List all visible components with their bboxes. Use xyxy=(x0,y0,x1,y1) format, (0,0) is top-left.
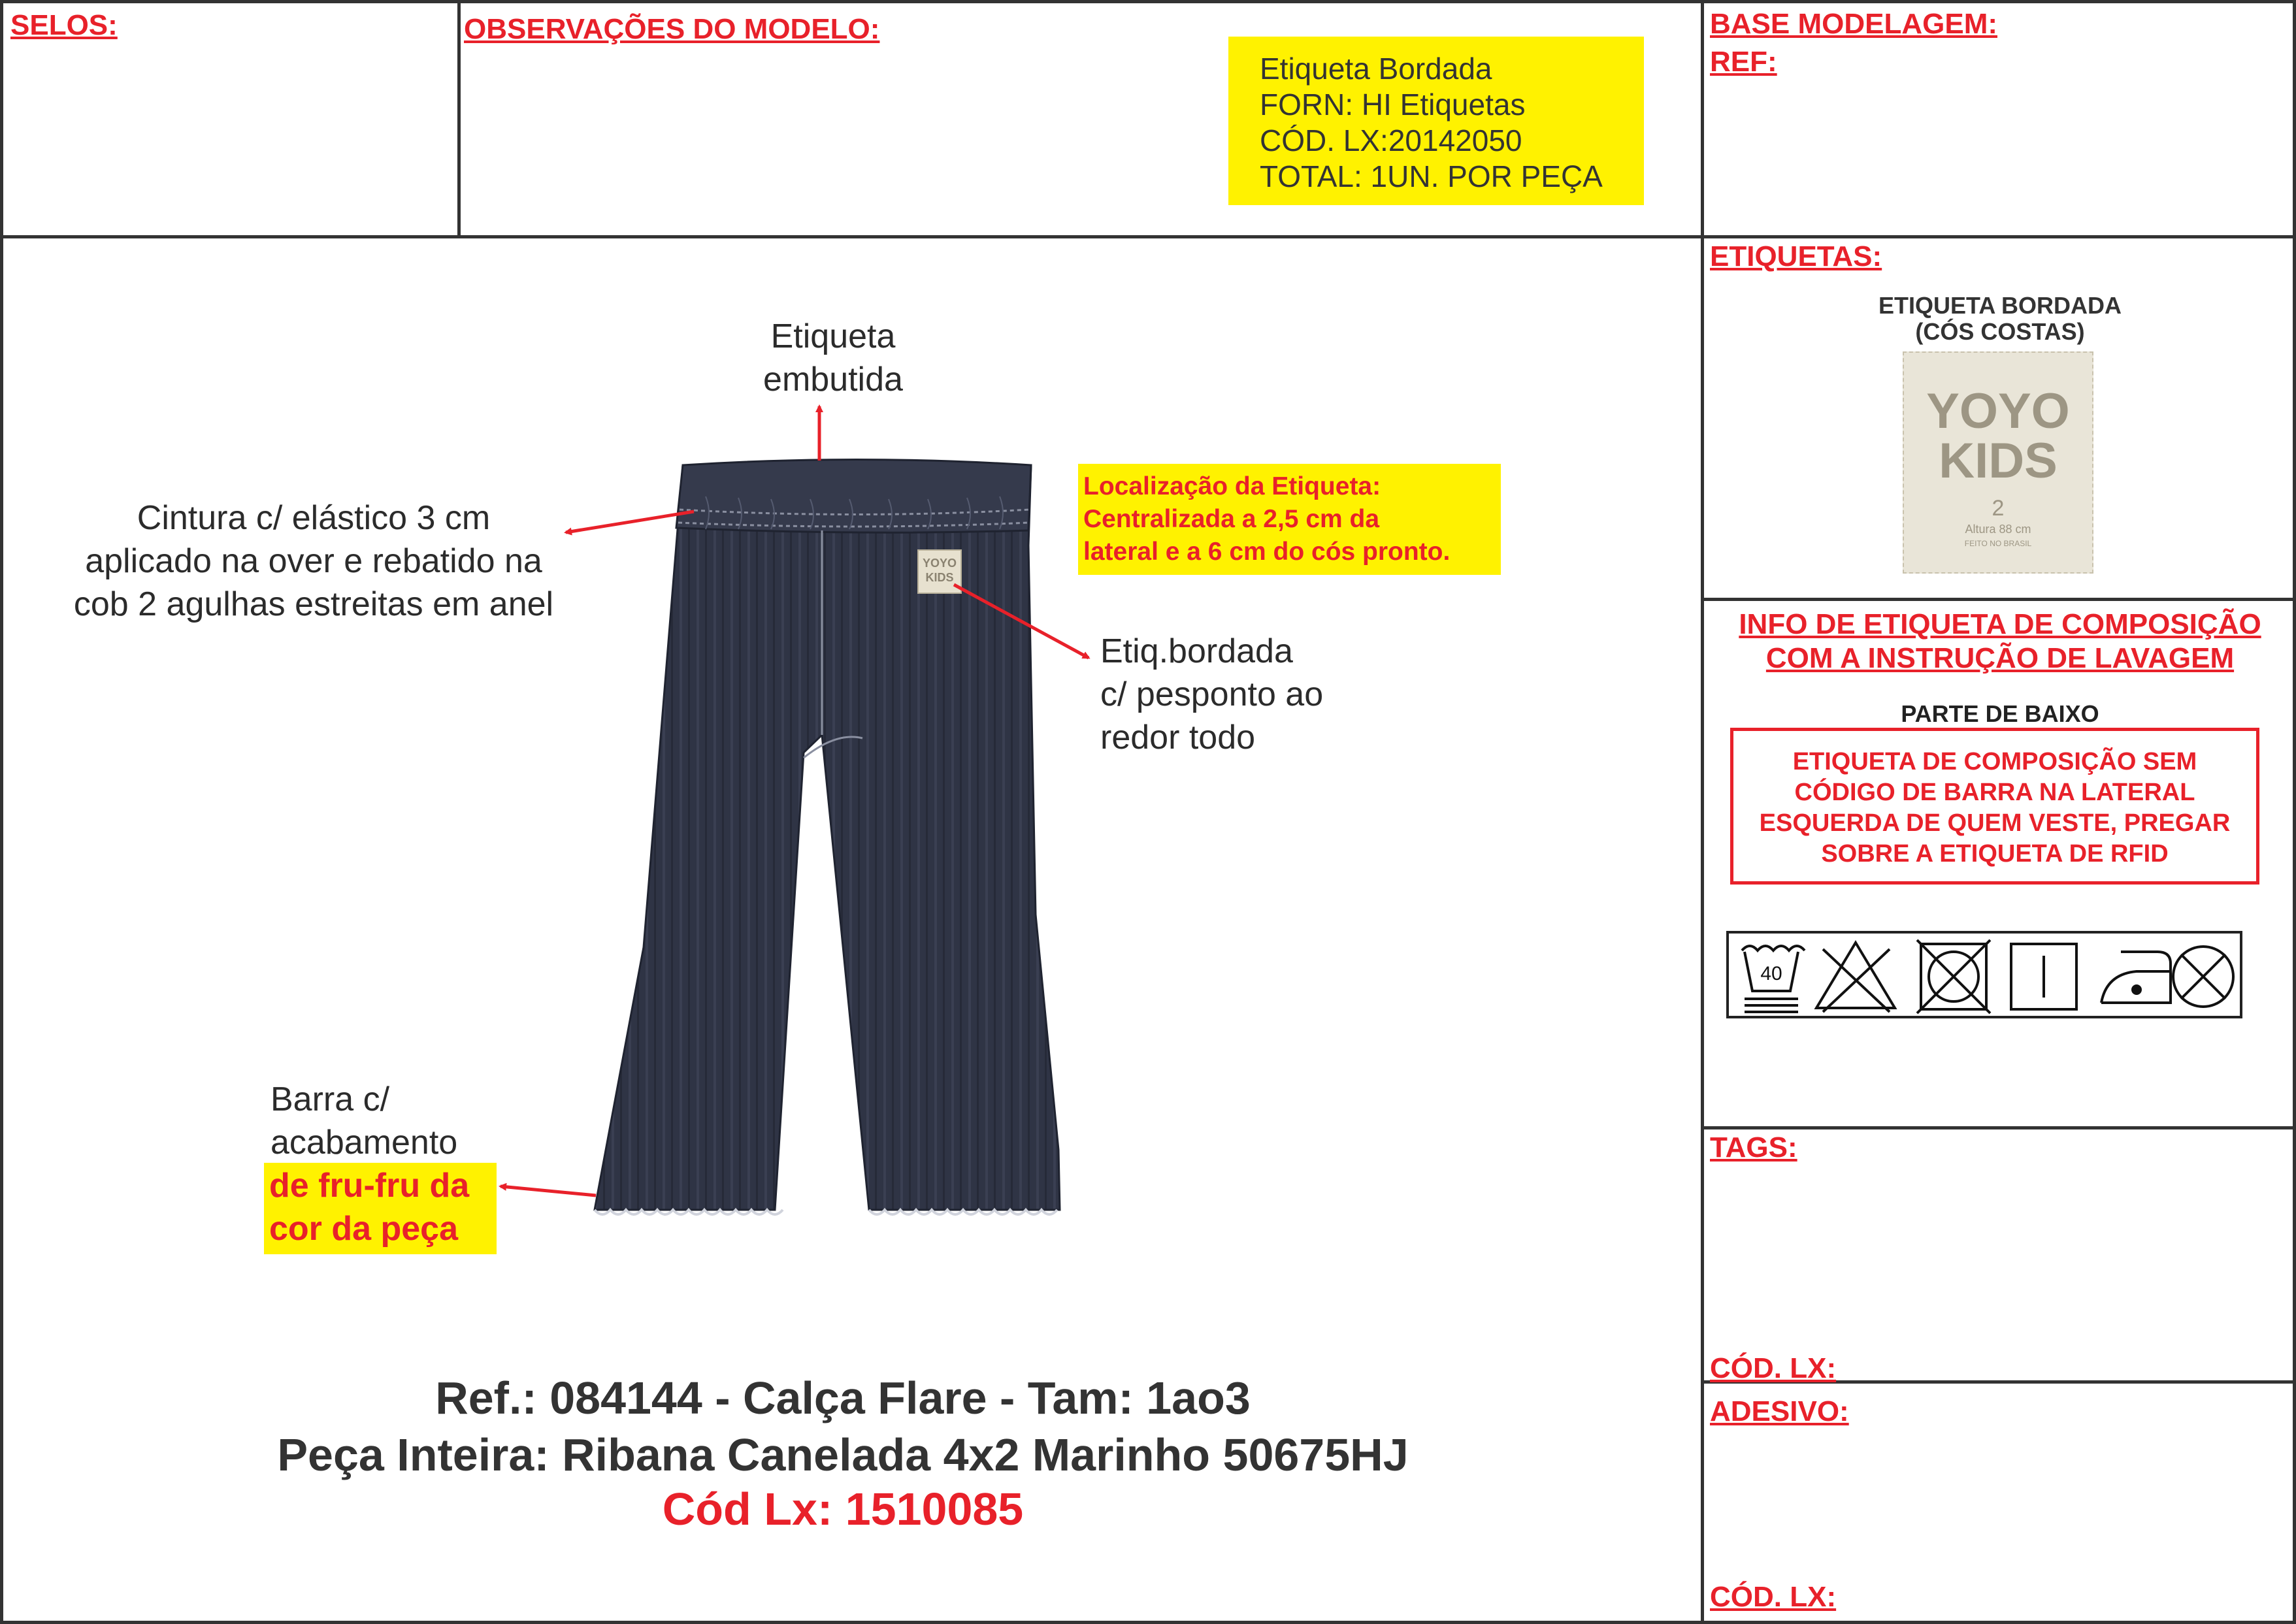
cod-lx-adesivo: CÓD. LX: xyxy=(1710,1581,1837,1613)
observacoes-note xyxy=(1228,37,1644,205)
footer-ref-line: Ref.: 084144 - Calça Flare - Tam: 1ao3 xyxy=(435,1372,1251,1423)
label-barra-highlight-line-2: cor da peça xyxy=(269,1210,459,1248)
cod-lx-tags: CÓD. LX: xyxy=(1710,1352,1837,1384)
note-line-2: FORN: HI Etiquetas xyxy=(1260,88,1526,122)
etiqueta-caption-line-1: ETIQUETA BORDADA xyxy=(1878,292,2122,319)
label-preview-brand-1: YOYO xyxy=(1926,383,2070,439)
label-etiqueta-embutida-line-1: Etiqueta xyxy=(770,317,896,355)
etiqueta-caption xyxy=(1704,293,2296,345)
composicao-box-line-1: ETIQUETA DE COMPOSIÇÃO SEM xyxy=(1792,748,2197,775)
label-etiqueta-embutida-line-2: embutida xyxy=(763,361,903,398)
adesivo-title: ADESIVO: xyxy=(1710,1395,1849,1427)
etiquetas-title: ETIQUETAS: xyxy=(1710,240,1882,272)
sidebar-line-2 xyxy=(1701,598,2296,601)
label-preview-height: Altura 88 cm xyxy=(1965,523,2031,536)
patch-line-1: YOYO xyxy=(922,557,957,570)
label-barra-line-2: acabamento xyxy=(271,1124,458,1161)
pants-waistband xyxy=(676,460,1031,533)
label-localizacao-line-3: lateral e a 6 cm do cós pronto. xyxy=(1083,538,1451,566)
label-preview-brand-2: KIDS xyxy=(1939,433,2058,489)
wash-temp: 40 xyxy=(1760,963,1782,984)
label-etiq-bordada xyxy=(1100,630,1427,759)
composicao-box-line-2: CÓDIGO DE BARRA NA LATERAL xyxy=(1794,779,2195,806)
sidebar-line-1 xyxy=(1701,235,2296,238)
footer-fabric-line: Peça Inteira: Ribana Canelada 4x2 Marinho 50675HJ xyxy=(277,1429,1409,1480)
composicao-box-line-3: ESQUERDA DE QUEM VESTE, PREGAR xyxy=(1759,809,2231,837)
label-etiq-bordada-line-3: redor todo xyxy=(1100,719,1256,756)
etiqueta-caption-line-2: (CÓS COSTAS) xyxy=(1915,318,2085,345)
ref-title: REF: xyxy=(1710,46,1777,78)
note-line-4: TOTAL: 1UN. POR PEÇA xyxy=(1260,159,1603,193)
note-line-1: Etiqueta Bordada xyxy=(1260,52,1492,86)
label-localizacao xyxy=(1078,464,1501,575)
label-preview-size: 2 xyxy=(1992,496,2005,521)
info-composicao-title-line-1: INFO DE ETIQUETA DE COMPOSIÇÃO xyxy=(1739,608,2261,640)
label-barra-highlight xyxy=(264,1163,497,1254)
patch-line-2: KIDS xyxy=(925,571,954,584)
tags-title: TAGS: xyxy=(1710,1131,1797,1163)
info-composicao-title-line-2: COM A INSTRUÇÃO DE LAVAGEM xyxy=(1765,642,2235,674)
parte-de-baixo: PARTE DE BAIXO xyxy=(1901,700,2099,727)
footer-cod-lx: Cód Lx: 1510085 xyxy=(662,1484,1024,1535)
selos-title: SELOS: xyxy=(10,9,118,41)
label-cintura-line-1: Cintura c/ elástico 3 cm xyxy=(137,499,491,537)
composicao-box-line-4: SOBRE A ETIQUETA DE RFID xyxy=(1821,840,2169,868)
sidebar-line-3 xyxy=(1701,1126,2296,1129)
pants-body xyxy=(595,465,1060,1210)
note-line-3: CÓD. LX:20142050 xyxy=(1260,123,1522,157)
label-barra xyxy=(271,1078,532,1164)
label-barra-highlight-line-1: de fru-fru da xyxy=(269,1167,470,1205)
label-localizacao-line-2: Centralizada a 2,5 cm da xyxy=(1083,505,1380,533)
label-etiq-bordada-line-2: c/ pesponto ao xyxy=(1100,675,1324,713)
observacoes-title: OBSERVAÇÕES DO MODELO: xyxy=(464,13,880,45)
label-localizacao-line-1: Localização da Etiqueta: xyxy=(1083,472,1381,500)
arrow-barra xyxy=(500,1186,596,1195)
label-etiq-bordada-line-1: Etiq.bordada xyxy=(1100,632,1293,670)
selos-divider xyxy=(457,0,461,236)
info-composicao-title xyxy=(1704,608,2296,675)
label-preview-made-in: FEITO NO BRASIL xyxy=(1964,539,2032,548)
label-barra-line-1: Barra c/ xyxy=(271,1080,390,1118)
no-tumble-dry-icon xyxy=(1917,940,1990,1013)
label-etiqueta-embutida xyxy=(712,315,954,401)
label-cintura-line-3: cob 2 agulhas estreitas em anel xyxy=(73,585,554,623)
label-cintura xyxy=(26,496,601,626)
care-symbols xyxy=(1726,931,2242,1018)
composicao-box xyxy=(1730,728,2259,885)
base-modelagem-title: BASE MODELAGEM: xyxy=(1710,8,1997,40)
label-preview xyxy=(1903,351,2093,574)
label-cintura-line-2: aplicado na over e rebatido na xyxy=(85,542,542,580)
